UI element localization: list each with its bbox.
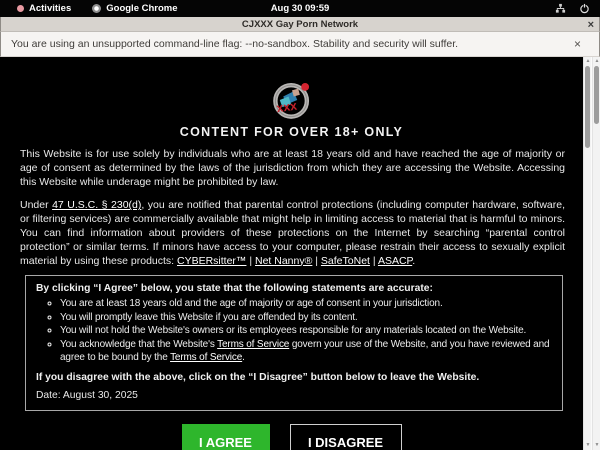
window-close-icon[interactable]: ×	[587, 18, 594, 31]
outer-scrollbar[interactable]	[592, 57, 600, 450]
list-item: ◦ You will promptly leave this Website if you are offended by its content.	[60, 311, 552, 325]
window-title: CJXXX Gay Porn Network	[241, 18, 359, 30]
product-separator: |	[246, 254, 255, 267]
warning-message: You are using an unsupported command-line flag: --no-sandbox. Stability and security will suffer.	[11, 38, 459, 50]
bullet4-text: You acknowledge that the Website's	[60, 338, 218, 350]
product-separator: |	[312, 254, 321, 267]
agreement-intro: By clicking “I Agree” below, you state that the following statements are accurate:	[36, 283, 433, 295]
i-disagree-button[interactable]: I DISAGREE	[290, 424, 402, 450]
page-content	[0, 57, 600, 450]
net-nanny-link[interactable]: Net Nanny®	[255, 254, 313, 267]
date-line: Date: August 30, 2025	[36, 389, 138, 401]
app-menu-label: Google Chrome	[106, 3, 178, 14]
scrollbar-down-icon[interactable]: ▼	[594, 442, 600, 448]
site-logo	[271, 79, 313, 121]
age-statement-paragraph: This Website is for use solely by individuals who are at least 18 years old and have reached the age of majority or age of consent as determined by the laws of the jurisdiction from which they are accessing the Website. Accessing this Website while underage might be prohibited by law.	[20, 148, 565, 188]
usc-230d-link[interactable]: 47 U.S.C. § 230(d)	[52, 199, 142, 212]
paragraph2-text: Under	[20, 199, 53, 212]
parental-controls-paragraph	[20, 199, 565, 268]
power-icon[interactable]	[579, 3, 590, 14]
notification-dot-icon	[17, 5, 24, 12]
terms-of-service-link[interactable]: Terms of Service	[217, 338, 290, 350]
terms-of-service-link[interactable]: Terms of Service	[170, 352, 243, 364]
i-agree-button[interactable]: I AGREE	[182, 424, 270, 450]
agreement-box	[25, 275, 563, 411]
scrollbar-region	[583, 57, 600, 450]
sandbox-warning-bar	[0, 32, 600, 57]
list-item: ◦ You are at least 18 years old and the age of majority or age of consent in your jurisdiction.	[60, 297, 552, 311]
asacp-link[interactable]: ASACP	[377, 254, 413, 267]
list-item: ◦ You will not hold the Website's owners or its employees responsible for any materials located on the Website.	[60, 324, 552, 338]
clock[interactable]: Aug 30 09:59	[270, 3, 330, 14]
age-gate-panel	[0, 79, 583, 450]
paragraph2-text: .	[412, 254, 416, 267]
bullet4-text: .	[242, 352, 245, 364]
app-menu-button[interactable]	[84, 3, 185, 14]
activities-button[interactable]	[9, 3, 79, 14]
bullet4-text: govern your use of the Website, and you have reviewed and agree to be bound by the	[60, 338, 550, 364]
age-gate-actions	[0, 424, 583, 450]
window-title-bar	[0, 17, 600, 32]
paragraph2-text: , you are notified that parental control protections (including computer hardware, software, or filtering services) are commercially available that might help in limiting access to material that is harmful to minors. You can find information about providers of these protections on the Internet by searching “parental control protection” or similar terms. If minors have access to your computer, please restrain their access to sexually explicit material by using these products:	[20, 199, 566, 267]
cybersitter-link[interactable]: CYBERsitter™	[177, 254, 247, 267]
system-top-bar	[0, 0, 600, 17]
scrollbar-up-icon[interactable]: ▲	[585, 58, 591, 64]
warning-close-icon[interactable]: ×	[573, 37, 581, 51]
agreement-statements-list	[36, 297, 552, 365]
page-scrollbar[interactable]	[583, 57, 591, 450]
system-tray	[555, 3, 600, 14]
network-icon[interactable]	[555, 3, 566, 14]
top-bar-left	[0, 3, 186, 14]
safetonet-link[interactable]: SafeToNet	[320, 254, 370, 267]
chrome-icon	[92, 4, 101, 13]
scrollbar-down-icon[interactable]: ▼	[585, 442, 591, 448]
svg-text:xxx: xxx	[275, 98, 298, 116]
activities-label: Activities	[29, 3, 72, 14]
scrollbar-thumb[interactable]	[585, 66, 590, 148]
scrollbar-thumb[interactable]	[594, 66, 599, 124]
product-separator: |	[369, 254, 378, 267]
list-item	[60, 338, 552, 365]
disagree-note: If you disagree with the above, click on the “I Disagree” button below to leave the Website.	[36, 371, 480, 383]
age-gate-heading: CONTENT FOR OVER 18+ ONLY	[179, 125, 404, 139]
scrollbar-up-icon[interactable]: ▲	[594, 58, 600, 64]
